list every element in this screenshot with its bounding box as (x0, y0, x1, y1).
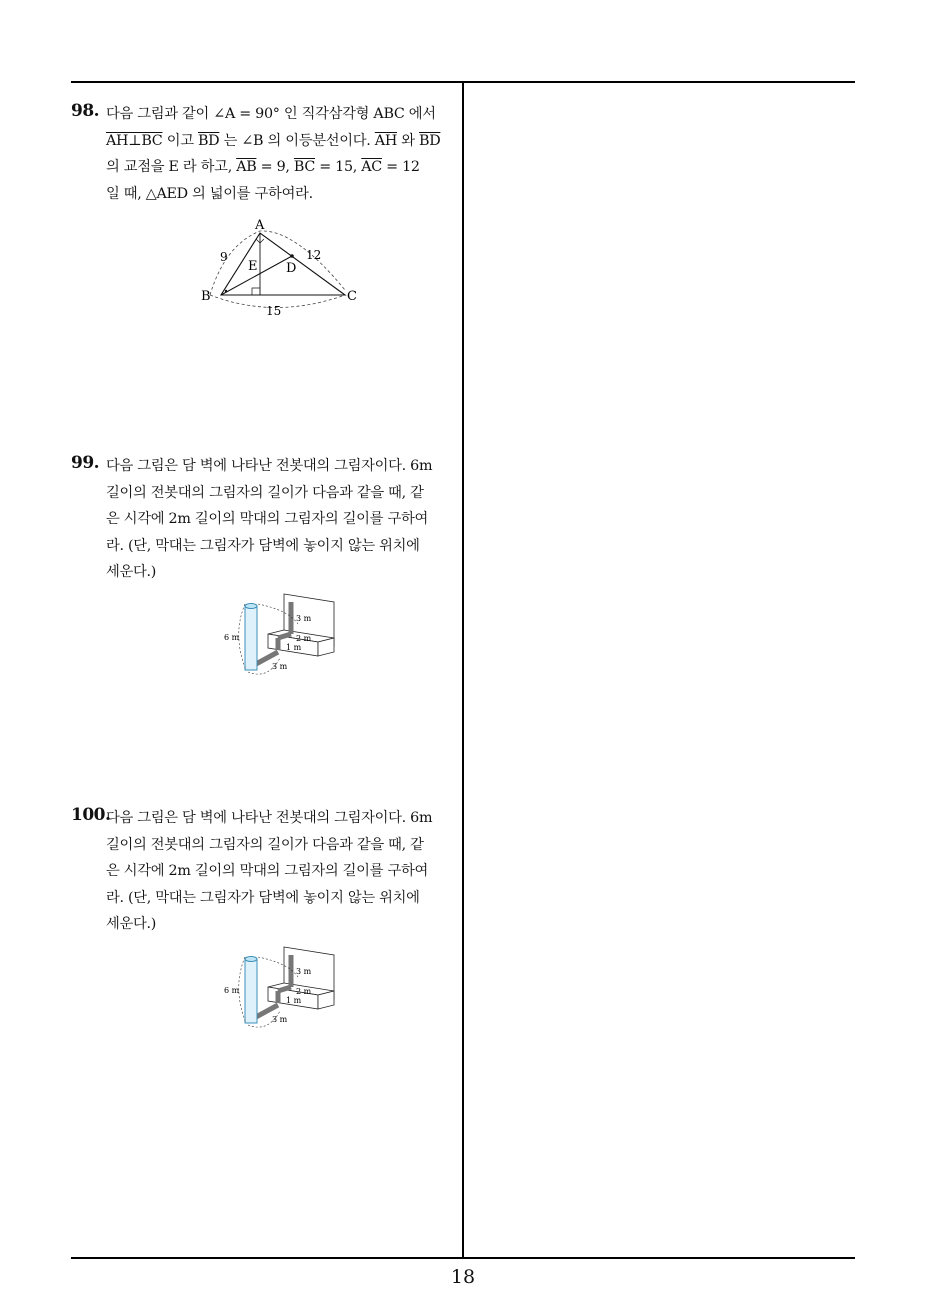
text-line: 의 교점을 E 라 하고, $\overline{AB} = 9$, $\overline{BC} = 15$, $\overline{AC} = 12$ (106, 159, 420, 175)
text-line: 라. (단, 막대는 그림자가 담벽에 놓이지 않는 위치에 (106, 537, 420, 554)
text-line: 다음 그림과 같이 ∠A = 90° 인 직각삼각형 ABC 에서 (106, 106, 436, 122)
triangle-abc (221, 233, 345, 295)
triangle-figure (195, 215, 365, 325)
problem-number: 99. (71, 453, 100, 473)
text-line: 세운다.) (106, 916, 157, 932)
label-d: D (286, 261, 297, 276)
text-line: 은 시각에 2m 길이의 막대의 그림자의 길이를 구하여 (106, 511, 428, 527)
side-ab-label: 9 (220, 250, 228, 264)
label-a: A (255, 218, 265, 233)
text-line: 다음 그림은 담 벽에 나타난 전봇대의 그림자이다. 6m (106, 810, 433, 826)
dashed-arc-top (210, 231, 345, 295)
label-1m: 1 m (286, 996, 302, 1005)
problem-number: 98. (71, 101, 100, 121)
label-1m: 1 m (286, 643, 302, 652)
problem-98 (71, 101, 459, 207)
label-c: C (347, 289, 357, 304)
label-b: B (201, 289, 211, 304)
side-ac-label: 12 (306, 248, 322, 262)
column-divider (462, 82, 464, 1258)
angle-mark-b (225, 290, 227, 292)
problem-99 (71, 453, 459, 586)
label-ground-3m: 3 m (272, 1015, 288, 1024)
text-line: 세운다.) (106, 564, 157, 580)
problem-number: 100. (71, 805, 111, 825)
pole-shadow-figure (218, 590, 348, 680)
pole (245, 606, 257, 670)
side-bc-label: 15 (266, 304, 282, 318)
problem-text (106, 453, 459, 586)
problem-text (106, 805, 459, 938)
label-6m: 6 m (224, 986, 240, 995)
bottom-rule (71, 1257, 855, 1259)
pole-top (245, 604, 257, 609)
text-line: 일 때, △AED 의 넓이를 구하여라. (106, 185, 313, 202)
pole-shadow-figure (218, 943, 348, 1033)
text-line: 다음 그림은 담 벽에 나타난 전봇대의 그림자이다. 6m (106, 458, 433, 474)
label-2m: 2 m (296, 634, 312, 643)
text-line: 은 시각에 2m 길이의 막대의 그림자의 길이를 구하여 (106, 863, 428, 879)
pole-top (245, 957, 257, 962)
text-line: 길이의 전봇대의 그림자의 길이가 다음과 같을 때, 같 (106, 484, 424, 501)
text-line: AH⊥BC 이고 $\overline{BD}$ 는 ∠B 의 이등분선이다. $\overline{AH}$ 와 $\overline{BD}$ (106, 132, 441, 149)
point-d (290, 254, 294, 258)
text-line: 길이의 전봇대의 그림자의 길이가 다음과 같을 때, 같 (106, 836, 424, 853)
label-ground-3m: 3 m (272, 662, 288, 671)
label-wall-3m: 3 m (296, 967, 312, 976)
text-line: 라. (단, 막대는 그림자가 담벽에 놓이지 않는 위치에 (106, 889, 420, 906)
label-2m: 2 m (296, 987, 312, 996)
page-number: 18 (450, 1266, 476, 1288)
label-e: E (248, 259, 258, 274)
problem-100 (71, 805, 459, 938)
pole (245, 959, 257, 1023)
label-wall-3m: 3 m (296, 614, 312, 623)
problem-text (106, 101, 459, 207)
right-angle-h (252, 288, 260, 295)
label-6m: 6 m (224, 633, 240, 642)
